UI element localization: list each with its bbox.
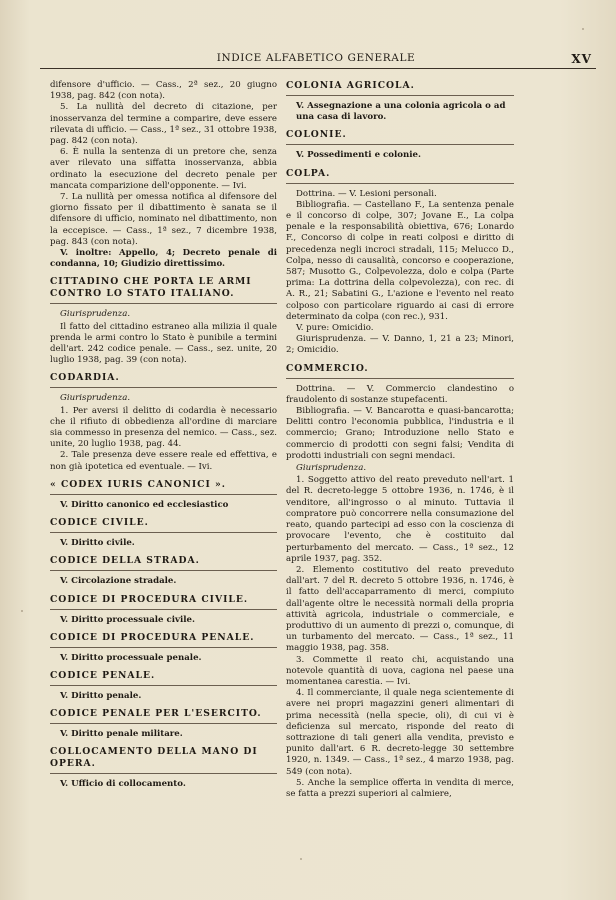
- dottrina-line: Dottrina. — V. Commercio clandestino o fraudolento di sostanze stupefacenti.: [286, 383, 514, 405]
- see-reference: V. Diritto processuale civile.: [60, 614, 195, 625]
- left-column: [50, 80, 277, 795]
- paragraph: 3. Commette il reato chi, acquistando una notevole quantità di uova, cagiona nel paese una momentanea carestia. — Ivi.: [286, 654, 514, 687]
- see-reference: V. Diritto civile.: [60, 538, 135, 549]
- entry-heading: CODICE CIVILE.: [50, 517, 149, 529]
- paragraph: 2. Tale presenza deve essere reale ed effettiva, e non già ipotetica ed eventuale. — Ivi.: [50, 450, 277, 472]
- entry-codice-proc-penale: [50, 632, 277, 664]
- paper-speck: [582, 28, 584, 30]
- subheading: Giurisprudenza.: [60, 309, 131, 320]
- entry-heading: COMMERCIO.: [286, 362, 369, 374]
- entry-heading: CODICE DI PROCEDURA CIVILE.: [50, 593, 249, 605]
- paragraph: 2. Elemento costitutivo del reato preveduto dall'art. 7 del R. decreto 5 ottobre 1936, n. 1746, è il fatto dell'accaparramento di merci, compiuto dall'agente oltre le necessità normali della propria attività agricola, industriale o commerciale, e produttivo di un aumento di prezzi o, comunque, di un turbamento del mercato. — Cass., 1ª sez., 11 maggio 1938, pag. 358.: [286, 564, 514, 654]
- entry-heading: COLPA.: [286, 167, 331, 179]
- page-number: XV: [571, 52, 592, 66]
- see-reference: V. Diritto penale.: [60, 690, 142, 701]
- divider: [286, 183, 514, 184]
- divider: [50, 647, 277, 648]
- divider: [50, 609, 277, 610]
- entry-colonie: [286, 129, 514, 161]
- paragraph: difensore d'ufficio. — Cass., 2ª sez., 20 giugno 1938, pag. 842 (con nota).: [50, 80, 277, 102]
- entry-codice-proc-civile: [50, 594, 277, 626]
- subheading: Giurisprudenza.: [60, 393, 131, 404]
- entry-heading: CODICE DI PROCEDURA PENALE.: [50, 631, 255, 643]
- entry-commercio: [286, 363, 514, 801]
- entry-codice-penale: [50, 670, 277, 702]
- see-also: V. pure: Omicidio.: [296, 323, 374, 334]
- see-reference: V. Diritto penale militare.: [60, 729, 183, 740]
- bibliografia: Bibliografia. — V. Bancarotta e quasi-bancarotta; Delitti contro l'economia pubblica, l'industria e il commercio; Grano; Introduzione nello Stato e commercio di prodotti con segni falsi; Vendita di prodotti industriali con segni mendaci.: [286, 406, 514, 461]
- see-reference: V. Diritto processuale penale.: [60, 652, 202, 663]
- paragraph: 1. Soggetto attivo del reato preveduto nell'art. 1 del R. decreto-legge 5 ottobre 1936, n. 1746, è il venditore, all'ingrosso o al minuto. Tuttavia il compratore può concorrere nella consumazione del reato, quando partecipi ad esso con la coscienza di provocare l'evento, che è costituito dal perturbamento del mercato. — Cass., 1ª sez., 12 aprile 1937, pag. 352.: [286, 475, 514, 564]
- dottrina-line: Dottrina. — V. Lesioni personali.: [296, 188, 437, 199]
- divider: [50, 570, 277, 571]
- paragraph: 7. La nullità per omessa notifica al difensore del giorno fissato per il dibattimento è sanata se il difensore di ufficio, nominato nel dibattimento, non la eccepisce. — Cass., 1ª sez., 7 dicembre 1938, pag. 843 (con nota).: [50, 192, 277, 247]
- paragraph: 5. Anche la semplice offerta in vendita di merce, se fatta a prezzi superiori al calmiere,: [286, 777, 514, 799]
- entry-codice-civile: [50, 517, 277, 549]
- divider: [286, 144, 514, 145]
- entry-heading: « CODEX IURIS CANONICI ».: [50, 478, 226, 490]
- entry-heading: CODICE DELLA STRADA.: [50, 555, 200, 567]
- paragraph: 5. La nullità del decreto di citazione, per inosservanza del termine a comparire, deve essere rilevata di ufficio. — Cass., 1ª sez., 31 ottobre 1938, pag. 842 (con nota).: [50, 102, 277, 147]
- divider: [50, 532, 277, 533]
- entry-codardia: [50, 372, 277, 472]
- entry-codice-esercito: [50, 708, 277, 740]
- entry-cittadino: [50, 276, 277, 366]
- divider: [286, 95, 514, 96]
- right-column: [286, 80, 514, 800]
- see-reference: V. Ufficio di collocamento.: [60, 779, 186, 790]
- entry-colpa: [286, 168, 514, 357]
- entry-codice-strada: [50, 555, 277, 587]
- entry-heading: COLONIE.: [286, 129, 347, 141]
- header-rule: [40, 68, 596, 69]
- paragraph: Il fatto del cittadino estraneo alla milizia il quale prenda le armi contro lo Stato è punibile a termini dell'art. 242 codice penale. — Cass., sez. unite, 20 luglio 1938, pag. 39 (con nota).: [50, 321, 277, 366]
- see-reference: V. Diritto canonico ed ecclesiastico: [60, 499, 229, 510]
- paragraph: 6. È nulla la sentenza di un pretore che, senza aver rilevato una siffatta inosservanza, abbia ordinato la esecuzione del decreto penale per mancata comparizione dell'opponente. — Ivi.: [50, 147, 277, 191]
- entry-heading: CITTADINO CHE PORTA LE ARMI CONTRO LO STATO ITALIANO.: [50, 276, 252, 300]
- paper-speck: [21, 610, 23, 612]
- divider: [50, 387, 277, 388]
- bibliografia: Bibliografia. — Castellano F., La sentenza penale e il concorso di colpe, 307; Jovane E., La colpa penale e la responsabilità obiettiva, 676; Lonardo F., Concorso di colpe in reati colposi e diritto di precedenza negli incroci stradali, 115; Melucco D., Colpa, nesso di causalità, concorso e cooperazione, 587; Musotto G., Colpevolezza, dolo e colpa (Parte prima: La dottrina della colpevolezza), con rec. di A. R., 21; Sabatini G., L'azione e l'evento nel reato colposo con particolare riguardo ai casi di errore determinato da colpa (con rec.), 931.: [286, 199, 514, 322]
- entry-heading: CODICE PENALE PER L'ESERCITO.: [50, 708, 262, 720]
- divider: [50, 723, 277, 724]
- see-reference: V. Possedimenti e colonie.: [296, 150, 421, 161]
- paragraph: 4. Il commerciante, il quale nega scientemente di avere nei propri magazzini generi alimentari di prima necessità (nella specie, oli), di cui vi è deficienza sul mercato, risponde del reato di sottrazione di tali generi alla vendita, previsto e punito dall'art. 6 R. decreto-legge 30 settembre 1920, n. 1349. — Cass., 1ª sez., 4 marzo 1938, pag. 549 (con nota).: [286, 688, 514, 777]
- entry-heading: CODICE PENALE.: [50, 669, 156, 681]
- entry-codex: [50, 479, 277, 511]
- paragraph: 1. Per aversi il delitto di codardia è necessario che il rifiuto di obbedienza all'ordine di marciare sia commesso in presenza del nemico. — Cass., sez. unite, 20 luglio 1938, pag. 44.: [50, 405, 277, 450]
- entry-collocamento: [50, 746, 277, 790]
- entry-heading: CODARDIA.: [50, 372, 120, 384]
- see-reference: V. Circolazione stradale.: [60, 576, 177, 587]
- see-also: V. inoltre: Appello, 4; Decreto penale di condanna, 10; Giudizio direttissimo.: [50, 248, 277, 270]
- entry-heading: COLLOCAMENTO DELLA MANO DI OPERA.: [50, 746, 258, 770]
- entry-colonia-agricola: [286, 80, 514, 123]
- divider: [50, 303, 277, 304]
- subheading: Giurisprudenza.: [296, 463, 367, 474]
- divider: [50, 494, 277, 495]
- entry-heading: COLONIA AGRICOLA.: [286, 80, 415, 91]
- paper-speck: [300, 858, 302, 860]
- header-title: INDICE ALFABETICO GENERALE: [216, 52, 416, 64]
- divider: [286, 378, 514, 379]
- giurisprudenza-line: Giurisprudenza. — V. Danno, 1, 21 a 23; Minori, 2; Omicidio.: [286, 334, 514, 356]
- divider: [50, 773, 277, 774]
- divider: [50, 685, 277, 686]
- see-reference: V. Assegnazione a una colonia agricola o ad una casa di lavoro.: [296, 101, 506, 123]
